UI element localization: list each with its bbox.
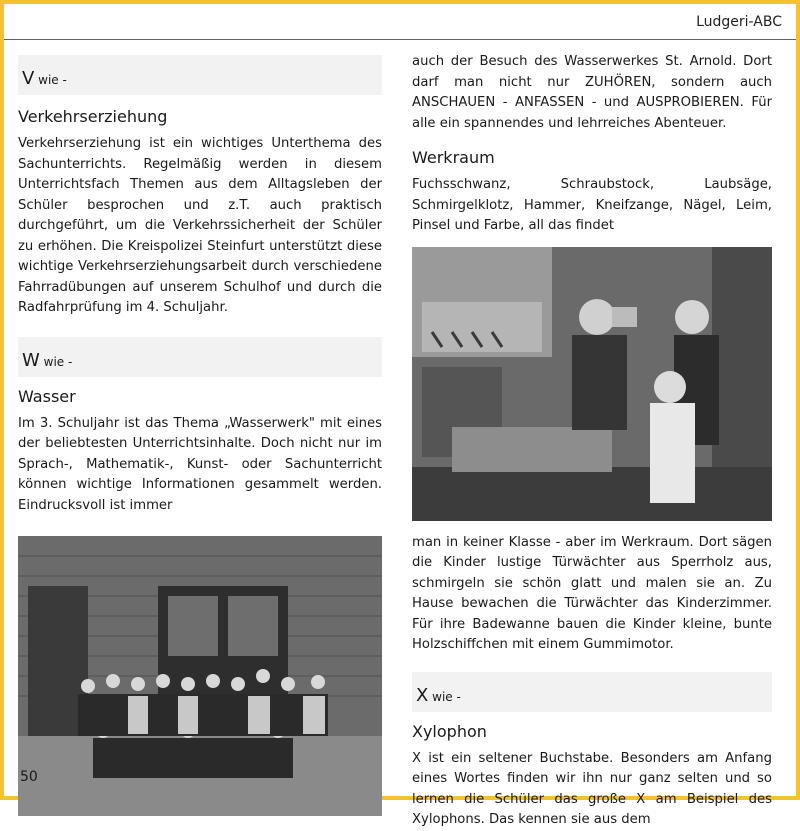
wasser-heading: Wasser <box>18 386 76 406</box>
page-number: 50 <box>20 769 38 785</box>
class-group-photo <box>18 536 382 816</box>
left-column <box>18 40 382 816</box>
wasser-text: Im 3. Schuljahr ist das Thema „Wasserwerk" mit eines der beliebtesten Unterrichtsinhalte. Doch nicht nur im Sprach-, Mathematik-, Kunst- oder Sachunterricht können wichtige Informationen gesammelt werden. Eindrucksvoll ist immer <box>18 415 382 513</box>
section-v-title: V wie - <box>22 68 67 89</box>
werkraum-heading: Werkraum <box>412 148 495 167</box>
header-title: Ludgeri-ABC <box>696 14 782 30</box>
section-x-title: X wie - <box>416 684 461 706</box>
wasser-continued-text: auch der Besuch des Wasserwerkes St. Arnold. Dort darf man nicht nur ZUHÖREN, sondern auch ANSCHAUEN - ANFASSEN - und AUSPROBIEREN. Für alle ein spannendes und lehrreiches Abenteuer. <box>412 54 772 131</box>
section-x-band <box>412 672 772 712</box>
right-column <box>412 40 772 831</box>
page-header <box>4 4 796 40</box>
werkraum-text-after: man in keiner Klasse - aber im Werkraum. Dort sägen die Kinder lustige Türwächter aus Sperrholz aus, schmirgeln sie schön glatt und malen sie an. Zu Hause bewachen die Türwächter das Kinderzimmer. Für ihre Badewanne bauen die Kinder kleine, bunte Holzschiffchen mit einem Gummimotor. <box>412 534 772 652</box>
workshop-photo <box>412 247 772 521</box>
section-v-band <box>18 55 382 95</box>
xylophon-text: X ist ein seltener Buchstabe. Besonders am Anfang eines Wortes finden wir ihn nur ganz selten und so lernen die Schüler das große X am Beispiel des Xylophons. Das kennen sie aus dem <box>412 750 772 827</box>
section-w-title: W wie - <box>22 349 73 371</box>
werkraum-text-before: Fuchsschwanz, Schraubstock, Laubsäge, Schmirgelklotz, Hammer, Kneifzange, Nägel, Leim, Pinsel und Farbe, all das findet <box>412 177 772 233</box>
verkehrserziehung-heading: Verkehrserziehung <box>18 107 168 126</box>
verkehrserziehung-text: Verkehrserziehung ist ein wichtiges Unterthema des Sachunterrichts. Regelmäßig werden in diesem Unterrichtsfach Themen aus dem Alltagsleben der Schüler besprochen und z.T. auch praktisch durchgeführt, um die Verkehrssicherheit der Schüler zu erhöhen. Die Kreispolizei Steinfurt unterstützt diese wichtige Verkehrserziehungsarbeit durch verschiedene Fahrradübungen auf unserem Schulhof und durch die Radfahrprüfung im 4. Schuljahr. <box>18 136 382 315</box>
section-w-band <box>18 337 382 377</box>
xylophon-heading: Xylophon <box>412 721 487 741</box>
